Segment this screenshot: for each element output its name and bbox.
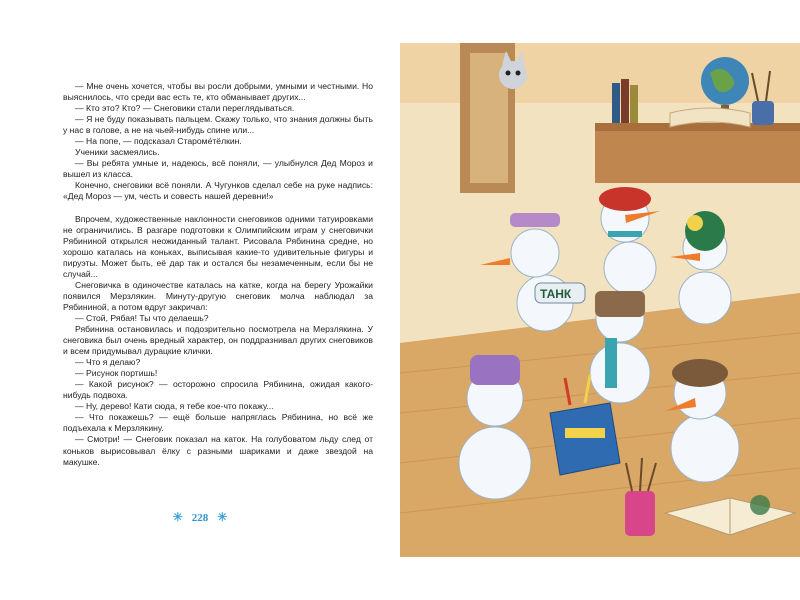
paragraph: — Что я делаю? xyxy=(75,357,141,368)
paragraph: Рябинина остановилась и подозрительно посмотрела на Мерзлякина. У снеговика был очень вредный характер, он поддразнивал других снеговиков и всем придумывал дурацкие клички. xyxy=(63,323,373,357)
paragraph: — Мне очень хочется, чтобы вы росли добрыми, умными и честными. Но выяснилось, что среди вас есть те, кто обманывает других... xyxy=(63,81,373,103)
paragraph: Ученики засмеялись. xyxy=(75,147,160,158)
books-on-shelf xyxy=(612,79,638,123)
tank-label: ТАНК xyxy=(540,287,572,301)
paragraph: — Кто это? Кто? — Снеговики стали переглядываться. xyxy=(75,103,295,114)
cabinet xyxy=(595,123,800,183)
page-number-value: 228 xyxy=(191,512,209,524)
snowflake-icon: ✳ xyxy=(217,510,228,524)
paragraph: — Какой рисунок? — осторожно спросила Рябинина, ожидая какого-нибудь подвоха. xyxy=(63,379,373,401)
right-page xyxy=(400,43,800,557)
paragraph: — Смотри! — Снеговик показал на каток. На голубоватом льду след от коньков вырисовывал ёлку с разными шариками и даже звездой на макушке. xyxy=(63,434,373,467)
paragraph: — Вы ребята умные и, надеюсь, всё поняли, — улыбнулся Дед Мороз и вышел из класса. xyxy=(63,158,373,180)
paragraph: — Рисунок портишь! xyxy=(75,368,158,379)
paragraph: — Стой, Рябая! Ты что делаешь? xyxy=(75,312,209,323)
book-spread xyxy=(0,43,800,557)
paragraph: — На попе, — подсказал Староме́тёлкин. xyxy=(75,136,242,147)
story-text xyxy=(63,81,373,468)
classroom-illustration xyxy=(400,43,800,557)
paragraph: Снеговичка в одиночестве каталась на катке, когда на берегу Урожайки появился Мерзлякин. Минуту-другую снеговик молча наблюдал за Рябининой, а потом вдруг закричал: xyxy=(63,279,373,312)
paragraph: — Я не буду показывать пальцем. Скажу только, что знания должны быть у нас в голове, а не на чьей-нибудь спине или... xyxy=(63,114,373,136)
paragraph: — Ну, дерево! Кати сюда, я тебе кое-что покажу... xyxy=(75,401,274,412)
paragraph: Конечно, снеговики всё поняли. А Чугунков сделал себе на руке надпись: «Дед Мороз — ум, честь и совесть нашей деревни!» xyxy=(63,180,373,202)
page-number xyxy=(0,510,400,525)
paragraph: Впрочем, художественные наклонности снеговиков одними татуировками не ограничились. В разгаре подготовки к Олимпийским играм у снеговички Рябининой открылся неожиданный талант. Рисовала Рябинина средне, но хорошо каталась на коньках, выписывая какие-то удивительные фигуры и пируэты. Может быть, её дар так и остался бы незамеченным, если бы не случай... xyxy=(63,213,373,279)
left-page xyxy=(0,43,400,557)
snowflake-icon: ✳ xyxy=(172,510,183,524)
paragraph: — Что покажешь? — ещё больше напряглась Рябинина, но всё же подъехала к Мерзлякину. xyxy=(63,412,373,434)
